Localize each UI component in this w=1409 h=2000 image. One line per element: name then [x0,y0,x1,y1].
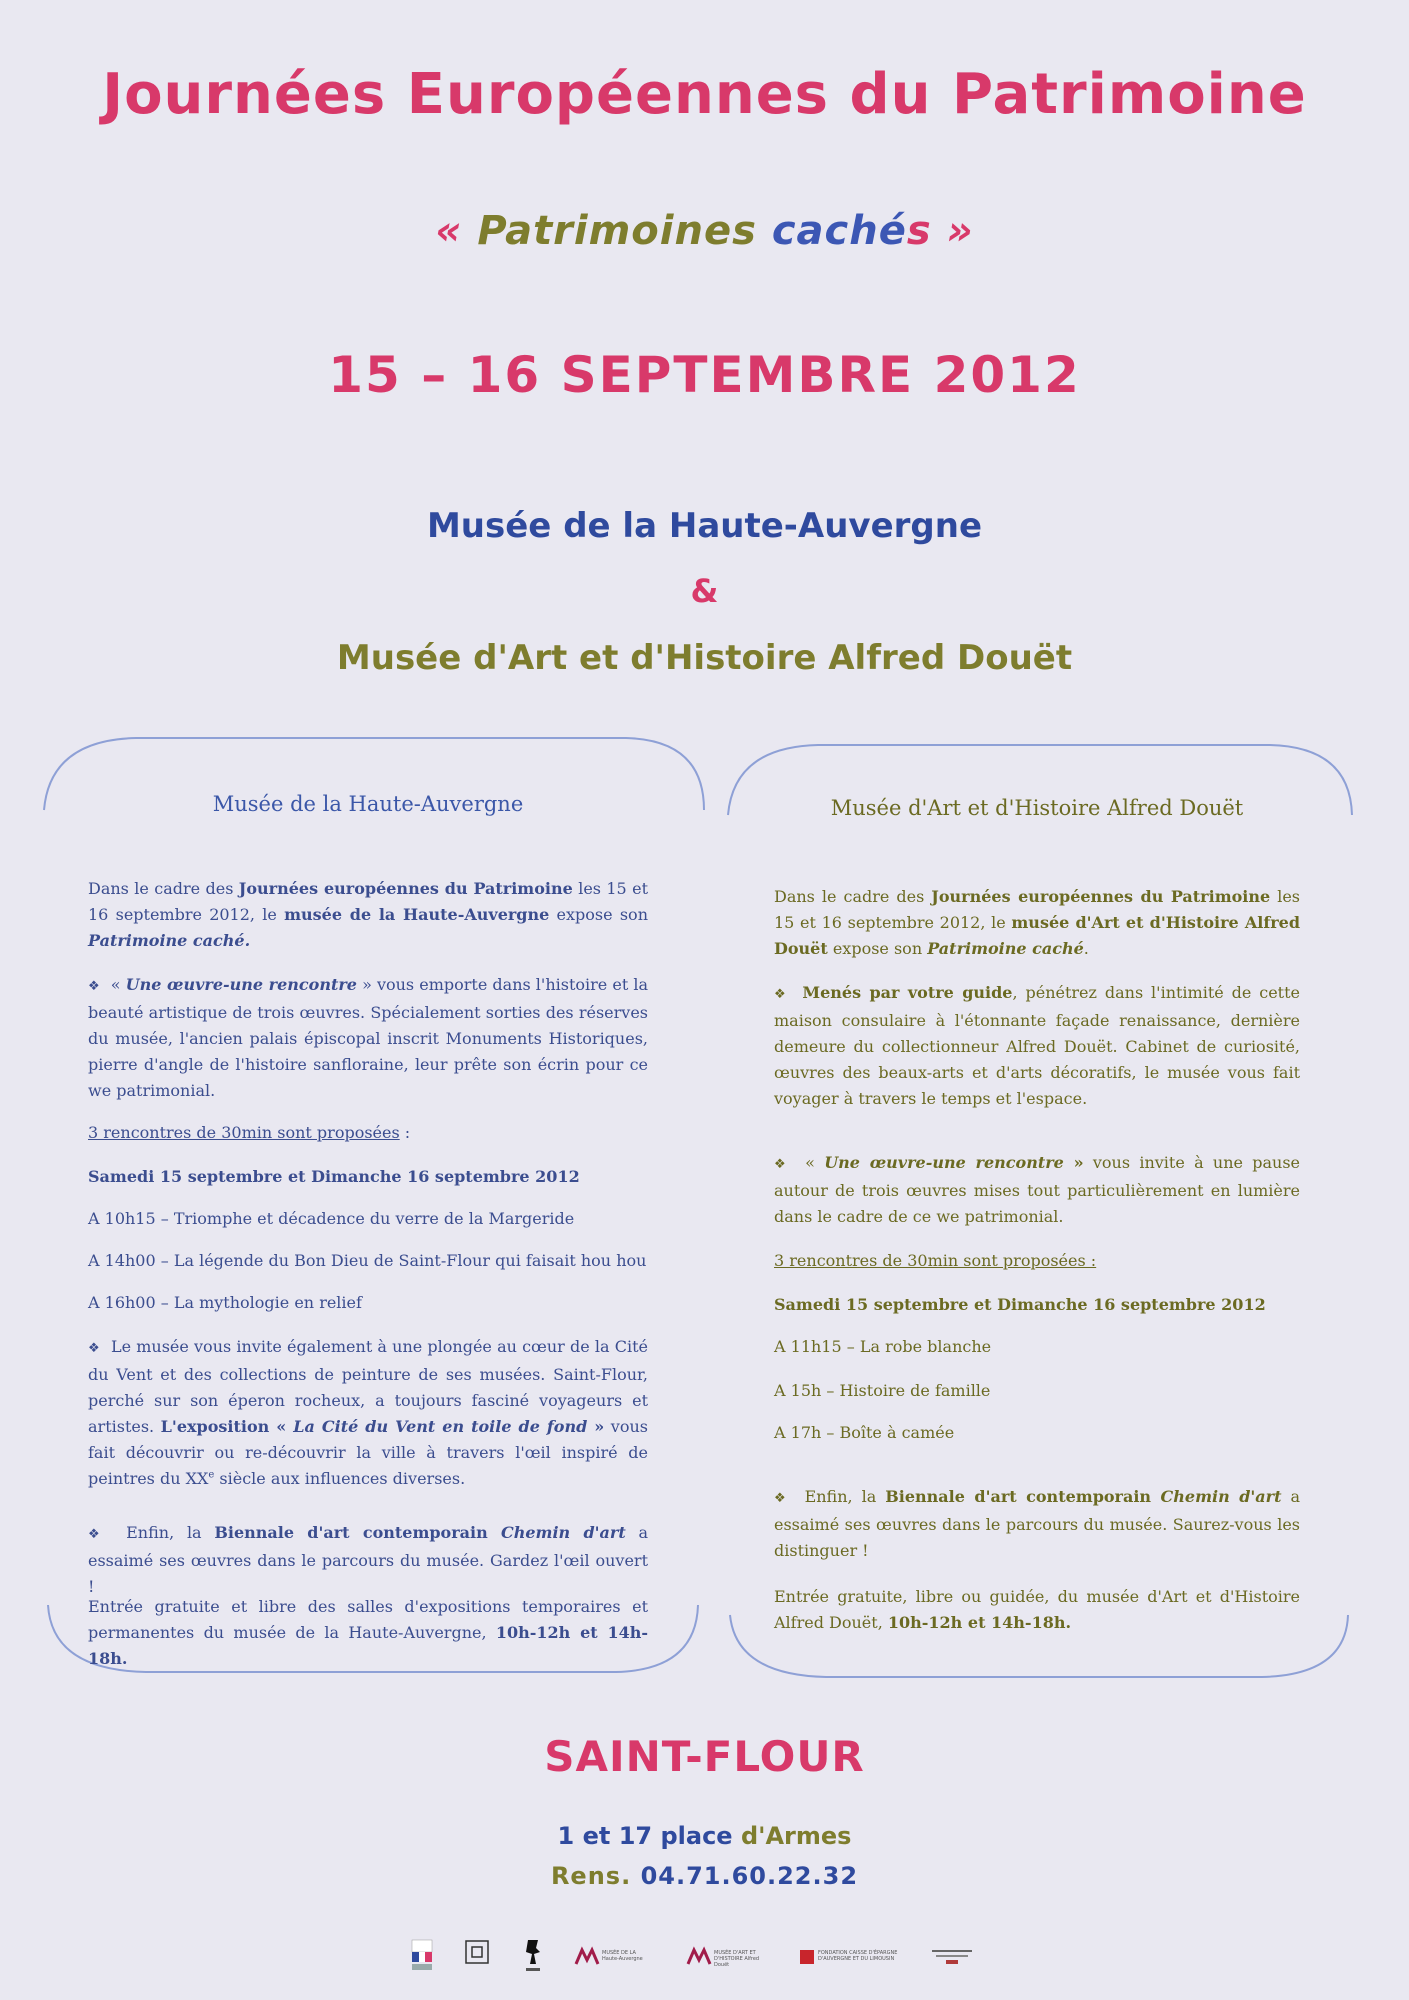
right-slot: A 15h – Histoire de famille [774,1381,991,1400]
figure-logo-icon [524,1938,542,1974]
address-number: 1 et 17 place [557,1822,733,1850]
address [0,1822,1409,1850]
caisse-epargne-logo [800,1948,910,1970]
left-intro: Dans le cadre des Journées européennes du Patrimoine les 15 et 16 septembre 2012, le musée de la Haute-Auvergne expose son Patrimoine caché. [88,879,649,950]
event-dates: 15 – 16 SEPTEMBRE 2012 [328,346,1081,404]
poster-subtitle [0,208,1409,254]
left-bullet-exposition: ❖ Le musée vous invite également à une plongée au cœur de la Cité du Vent et des collections de peinture de ses musées. Saint-Flour, perché sur son éperon rocheux, a toujours fasciné voyageurs et artistes. L'exposition « La Cité du Vent en toile de fond » vous fait découvrir ou re-découvrir la ville à travers l'œil inspiré de peintres du XXe siècle aux influences diverses. [88,1337,648,1488]
museum-alfred-douet-heading: Musée d'Art et d'Histoire Alfred Douët [336,638,1073,678]
alfred-douet-logo [686,1946,772,1970]
address-street: d'Armes [740,1822,852,1850]
subtitle-word-patrimoines: Patrimoines [477,208,757,254]
poster-title: Journées Européennes du Patrimoine [102,62,1307,127]
left-bullet-rencontre: ❖ « Une œuvre-une rencontre » vous emporte dans l'histoire et la beauté artistique de trois œuvres. Spécialement sorties des réserves du musée, l'ancien palais épiscopal inscrit Monuments Historiques, pierre d'angle de l'histoire sanfloraine, leur prête son écrin pour ce we patrimonial. [88,975,649,1100]
bullet-diamond-icon: ❖ [774,987,789,1002]
left-meetings-heading: 3 rencontres de 30min sont proposées : [88,1123,411,1142]
left-panel-title: Musée de la Haute-Auvergne [212,792,524,816]
right-slot: A 17h – Boîte à camée [774,1423,955,1442]
right-panel-title: Musée d'Art et d'Histoire Alfred Douët [830,796,1244,820]
subtitle-word-caches: caché [771,208,907,254]
city-name: SAINT-FLOUR [544,1732,865,1781]
left-days: Samedi 15 septembre et Dimanche 16 septembre 2012 [88,1167,580,1186]
right-slot: A 11h15 – La robe blanche [774,1337,992,1356]
phone-info [0,1862,1409,1890]
subtitle-word-caches-end: s [906,208,932,254]
caisse-epargne-logo-text: FONDATION CAISSE D'ÉPARGNE D'AUVERGNE ET DU LIMOUSIN [818,1950,898,1962]
right-bullet-biennale: ❖ Enfin, la Biennale d'art contemporain Chemin d'art a essaimé ses œuvres dans le parcours du musée. Saurez-vous les distinguer ! [774,1487,1301,1560]
bullet-diamond-icon: ❖ [88,1527,108,1542]
left-slot: A 14h00 – La légende du Bon Dieu de Saint-Flour qui faisait hou hou [88,1251,647,1270]
left-slot: A 10h15 – Triomphe et décadence du verre de la Margeride [88,1209,575,1228]
mha-logo-text: MUSÉE DE LA Haute-Auvergne [602,1950,643,1962]
museum-haute-auvergne-heading: Musée de la Haute-Auvergne [426,506,983,546]
right-intro: Dans le cadre des Journées européennes du Patrimoine les 15 et 16 septembre 2012, le musée d'Art et d'Histoire Alfred Douët expose son Patrimoine caché. [774,887,1301,958]
left-bullet-biennale: ❖ Enfin, la Biennale d'art contemporain Chemin d'art a essaimé ses œuvres dans le parcours du musée. Gardez l'œil ouvert ! [88,1523,649,1596]
subtitle-close-quote: » [946,208,974,254]
mad-logo-text: MUSÉE D'ART ET D'HISTOIRE Alfred Douët [714,1950,760,1968]
haute-auvergne-logo [574,1946,654,1970]
caisse-epargne-logo-icon [800,1950,814,1964]
bullet-diamond-icon: ❖ [774,1491,790,1506]
museum-square-logo-icon [464,1938,490,1968]
phone-label: Rens. [550,1862,632,1890]
left-entry: Entrée gratuite et libre des salles d'expositions temporaires et permanentes du musée de la Haute-Auvergne, 10h-12h et 14h-18h. [88,1597,649,1668]
right-entry: Entrée gratuite, libre ou guidée, du musée d'Art et d'Histoire Alfred Douët, 10h-12h et 14h-18h. [774,1587,1300,1632]
mad-logo-icon [686,1946,712,1966]
partner-logos [0,1938,1409,1978]
bullet-diamond-icon: ❖ [88,979,100,994]
left-slot: A 16h00 – La mythologie en relief [88,1293,362,1312]
right-meetings-heading: 3 rencontres de 30min sont proposées : [774,1251,1097,1270]
right-panel [774,884,1300,1644]
right-bullet-rencontre: ❖ « Une œuvre-une rencontre » vous invite à une pause autour de trois œuvres mises tout particulièrement en lumière dans le cadre de ce we patrimonial. [774,1153,1301,1226]
right-bullet-guide: ❖ Menés par votre guide, pénétrez dans l'intimité de cette maison consulaire à l'étonnante façade renaissance, dernière demeure du collectionneur Alfred Douët. Cabinet de curiosité, œuvres des beaux-arts et d'arts décoratifs, le musée vous fait voyager à travers le temps et l'espace. [774,983,1301,1108]
right-days: Samedi 15 septembre et Dimanche 16 septembre 2012 [774,1295,1266,1314]
republic-flag-logo-icon [410,1938,434,1974]
bullet-diamond-icon: ❖ [774,1157,790,1172]
phone-number: 04.71.60.22.32 [640,1862,859,1890]
subtitle-open-quote: « [435,208,463,254]
partner-mark-logo-icon [930,1946,974,1968]
bullet-diamond-icon: ❖ [88,1341,100,1356]
mha-logo-icon [574,1946,600,1966]
left-panel [88,876,649,1668]
ampersand: & [690,572,719,610]
